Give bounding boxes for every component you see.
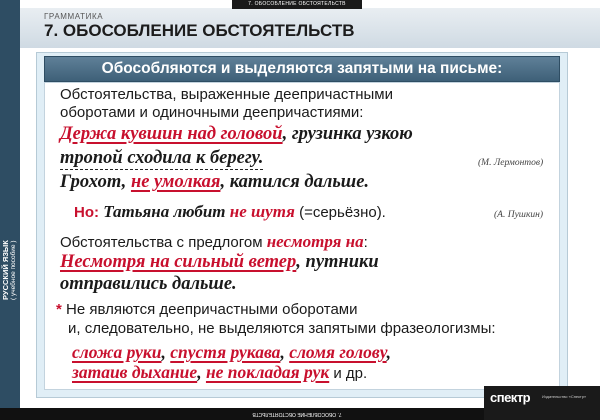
idiom-1: сложа руки bbox=[72, 342, 162, 362]
note-text-b: (=серьёзно). bbox=[294, 204, 386, 221]
exception-line1 bbox=[56, 301, 358, 318]
rule-2-b: : bbox=[363, 234, 368, 251]
rule-text-line1: Обстоятельства, выраженные деепричастными bbox=[60, 86, 393, 103]
citation-lermontov: (М. Лермонтов) bbox=[478, 158, 544, 168]
idioms-tail: и др. bbox=[329, 365, 368, 382]
example-1-line1 bbox=[60, 124, 413, 145]
logo-word: спектр bbox=[490, 390, 531, 405]
header-category: ГРАММАТИКА bbox=[44, 12, 104, 21]
idioms-line1 bbox=[72, 342, 391, 363]
preposition-phrase: Несмотря на сильный ветер bbox=[60, 252, 297, 272]
note-highlight: не шутя bbox=[229, 202, 295, 221]
note-line bbox=[74, 202, 386, 222]
idiom-5: не покладая рук bbox=[205, 362, 330, 382]
idiom-sep-4: , bbox=[197, 362, 206, 382]
sidebar-subject: РУССКИЙ ЯЗЫК bbox=[1, 240, 10, 300]
rule-text-line2: оборотами и одиночными деепричастиями: bbox=[60, 104, 364, 121]
sidebar bbox=[0, 0, 20, 420]
idiom-3: сломя голову bbox=[289, 342, 387, 362]
sidebar-label bbox=[2, 170, 18, 300]
example-3-line2: отправились дальше. bbox=[60, 274, 237, 294]
rule-2-preposition: несмотря на bbox=[266, 232, 364, 251]
publisher-logo bbox=[484, 386, 600, 420]
example-2-a: Грохот, bbox=[60, 172, 131, 192]
idiom-2: спустя рукава bbox=[170, 342, 281, 362]
page-title: 7. ОБОСОБЛЕНИЕ ОБСТОЯТЕЛЬСТВ bbox=[44, 21, 355, 40]
citation-pushkin: (А. Пушкин) bbox=[494, 210, 544, 220]
example-3-rest: , путники bbox=[296, 252, 379, 272]
example-1-line2 bbox=[60, 148, 263, 169]
participle-phrase: Держа кувшин над головой bbox=[60, 124, 283, 144]
note-label: Но: bbox=[74, 204, 99, 221]
idiom-4: затаив дыхание bbox=[72, 362, 198, 382]
rule-2 bbox=[60, 232, 368, 252]
example-1-line2-text: тропой сходила к берегу. bbox=[60, 148, 264, 168]
sidebar-subtitle: ( учебное пособие ) bbox=[10, 240, 17, 300]
exception-line2: и, следовательно, не выделяются запятыми фразеологизмы: bbox=[68, 320, 496, 337]
example-2-b: , катился дальше. bbox=[220, 172, 370, 192]
idioms-line2 bbox=[72, 362, 367, 383]
asterisk: * bbox=[56, 301, 62, 318]
idiom-sep-1: , bbox=[161, 342, 171, 362]
single-participle: не умолкая bbox=[130, 172, 221, 192]
idiom-sep-2: , bbox=[280, 342, 290, 362]
example-2 bbox=[60, 172, 369, 193]
example-3-line1 bbox=[60, 252, 379, 273]
example-1-rest: , грузинка узкою bbox=[282, 124, 413, 144]
idiom-sep-3: , bbox=[386, 342, 391, 362]
exception-line1-text: Не являются деепричастными оборотами bbox=[61, 301, 358, 318]
rule-banner: Обособляются и выделяются запятыми на письме: bbox=[44, 56, 560, 82]
logo-info: Издательство «Спектр» bbox=[542, 394, 587, 399]
top-strip: 7. ОБОСОБЛЕНИЕ ОБСТОЯТЕЛЬСТВ bbox=[232, 0, 362, 9]
rule-2-a: Обстоятельства с предлогом bbox=[60, 234, 267, 251]
note-text-a: Татьяна любит bbox=[99, 202, 230, 221]
bottom-strip-label: 7. ОБОСОБЛЕНИЕ ОБСТОЯТЕЛЬСТВ bbox=[252, 411, 342, 417]
